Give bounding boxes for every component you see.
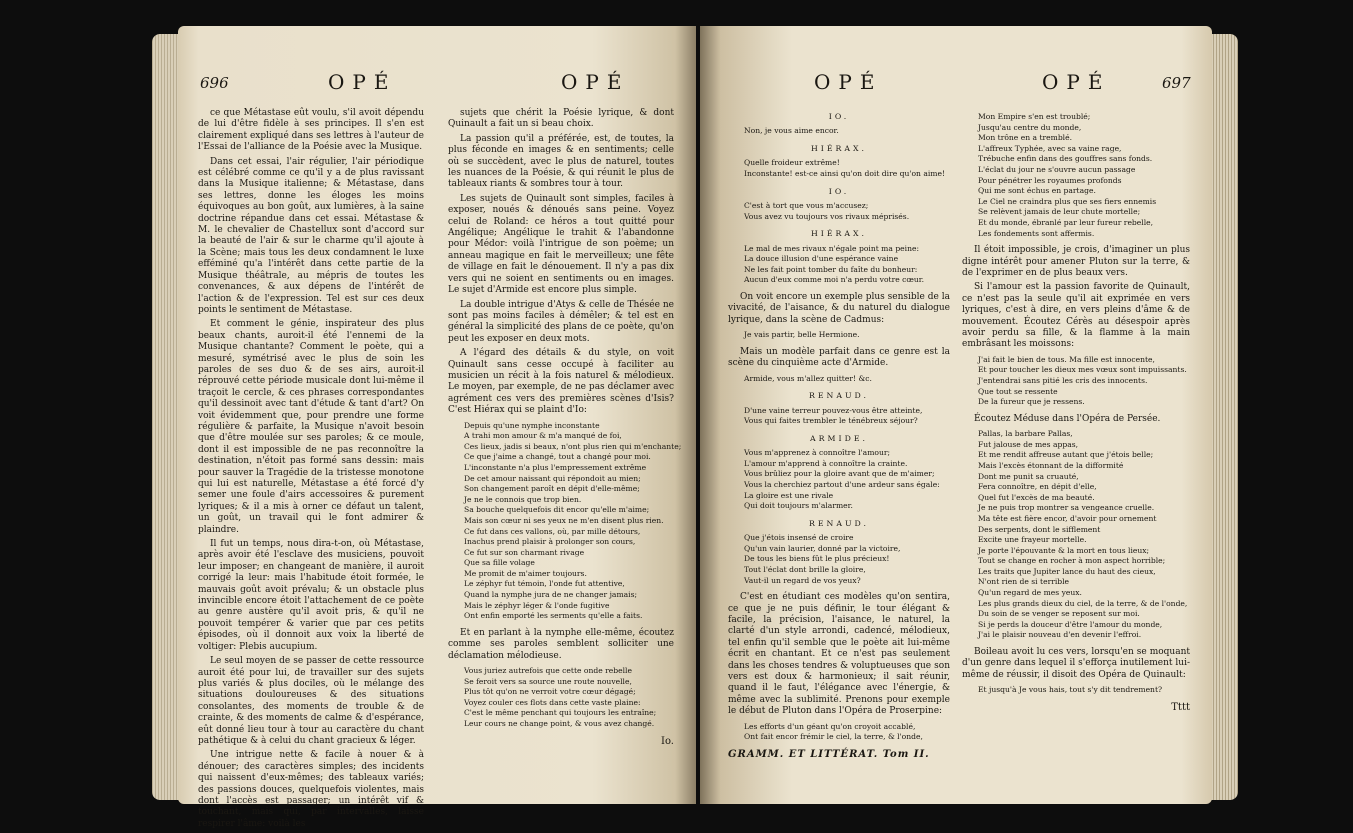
- catchword: Tttt: [1171, 701, 1190, 713]
- verse-line: Se relèvent jamais de leur chute mortelle;: [978, 207, 1141, 217]
- speaker-name: HIÉRAX.: [810, 144, 868, 153]
- verse-line: Excite une frayeur mortelle.: [978, 535, 1087, 545]
- verse-line: Mais son cœur ni ses yeux ne m'en disent plus rien.: [464, 515, 664, 525]
- verse-block: [728, 448, 950, 512]
- verse-line: Tout l'éclat dont brille la gloire,: [744, 564, 866, 574]
- verse-line: Inconstante! est-ce ainsi qu'on doit dire qu'on aime!: [744, 169, 946, 178]
- speaker-name: IO.: [828, 186, 850, 196]
- verse-line: Ce fut sur son charmant rivage: [464, 547, 585, 557]
- right-page-header: [700, 70, 1212, 98]
- catchword: Io.: [661, 735, 674, 747]
- verse-line: Vous juriez autrefois que cette onde rebelle: [464, 666, 632, 676]
- verse-block: [728, 158, 950, 179]
- verse-line: Depuis qu'une nymphe inconstante: [464, 420, 600, 430]
- left-page: [178, 26, 696, 829]
- paragraph: Il étoit impossible, je crois, d'imaginer un plus digne intérêt pour amener Pluton sur la terre, & de l'exprimer en de plus beaux vers.: [962, 245, 1190, 278]
- verse-line: Vaut-il un regard de vos yeux?: [744, 575, 861, 585]
- verse-line: Je ne puis trop montrer sa vengeance cruelle.: [978, 503, 1155, 513]
- paragraph: On voit encore un exemple plus sensible de la vivacité, de l'aisance, & du naturel du dialogue lyrique, dans la scène de Cadmus:: [728, 291, 950, 325]
- verse-line: Et jusqu'à Je vous hais, tout s'y dit tendrement?: [978, 685, 1163, 695]
- verse-line: L'affreux Typhée, avec sa vaine rage,: [978, 143, 1122, 153]
- paragraph: Et en parlant à la nymphe elle-même, écoutez comme ses paroles semblent solliciter une déclamation mélodieuse.: [448, 627, 674, 661]
- verse-block: [728, 244, 950, 286]
- verse-line: La gloire est une rivale: [744, 490, 834, 500]
- right-page-column-1: [728, 108, 950, 760]
- verse-line: Aucun d'eux comme moi n'a perdu votre cœur.: [744, 275, 924, 285]
- verse-line: Qui doit toujours m'alarmer.: [744, 501, 853, 511]
- verse-line: Sa bouche quelquefois dit encor qu'elle m'aime;: [464, 505, 650, 515]
- verse-line: Si je perds la douceur d'être l'amour du monde,: [978, 619, 1163, 629]
- verse-block: [728, 126, 950, 137]
- paragraph: La double intrigue d'Atys & celle de Thésée ne sont pas moins faciles à démêler; & tel est en général la simplicité des plans de ce poète, qu'on peut les exposer en deux mots.: [448, 299, 674, 344]
- verse-line: Tout se change en rocher à mon aspect horrible;: [978, 556, 1166, 566]
- verse-line: Quand la nymphe jura de ne changer jamais;: [464, 590, 638, 600]
- verse-line: Ne les fait point tomber du faîte du bonheur:: [744, 264, 918, 274]
- verse-line: Les fondements sont affermis.: [978, 228, 1095, 238]
- verse-line: Le mal de mes rivaux n'égale point ma peine:: [744, 243, 920, 253]
- right-running-head-2: OPÉ: [1042, 70, 1111, 94]
- verse-line: Vous m'apprenez à connoître l'amour;: [744, 448, 891, 458]
- verse-line: Ont enfin emporté les serments qu'elle a faits.: [464, 611, 643, 621]
- verse-line: Et pour toucher les dieux mes vœux sont impuissants.: [978, 365, 1187, 375]
- right-running-head-1: OPÉ: [814, 70, 883, 94]
- verse-line: Fut jalouse de mes appas,: [978, 439, 1079, 449]
- verse-line: C'est le même penchant qui toujours les entraîne;: [464, 708, 657, 718]
- paragraph: C'est en étudiant ces modèles qu'on sentira, ce que je ne puis définir, le tour élégant & facile, la précision, l'aisance, le naturel, la clarté d'un style arrondi, cadencé, mélodieux, tel enfin qu'il semble que le poète ait lui-même écrit en chantant. Et ce n'est pas seulement dans les choses tendres & voluptueuses que son vers est doux & harmonieux; il sait réunir, quand il le faut, l'élégance avec l'énergie, & même avec la sublimité. Prenons pour exemple le début de Pluton dans l'Opéra de Proserpine:: [728, 592, 950, 717]
- verse-line: Vous brûliez pour la gloire avant que de m'aimer;: [744, 469, 935, 479]
- verse-line: Que tout se ressente: [978, 386, 1058, 396]
- verse-line: Me promit de m'aimer toujours.: [464, 568, 587, 578]
- verse-block: [962, 355, 1190, 408]
- verse-line: Ma tête est fière encor, d'avoir pour ornement: [978, 513, 1157, 523]
- paragraph: Écoutez Méduse dans l'Opéra de Persée.: [974, 413, 1161, 424]
- verse-line: J'entendrai sans pitié les cris des innocents.: [978, 375, 1148, 385]
- speaker-name: RENAUD.: [808, 518, 870, 528]
- verse-line: De tous les biens fût le plus précieux!: [744, 554, 890, 564]
- verse-line: Qu'un vain laurier, donné par la victoire,: [744, 543, 901, 553]
- verse-line: Des serpents, dont le sifflement: [978, 524, 1101, 534]
- verse-line: Dont me punit sa cruauté,: [978, 471, 1079, 481]
- signature-line: GRAMM. ET LITTÉRAT. Tom II.: [728, 748, 930, 760]
- paragraph: Le seul moyen de se passer de cette ressource auroit été pour lui, de travailler sur des sujets plus variés & plus dociles, où le mélange des situations douloureuses & des situations consolantes, des moments de trouble & de crainte, & des moments de calme & d'espérance, eût donné lieu tour à tour au caractère du chant pathétique & à celui du chant gracieux & léger.: [198, 656, 424, 746]
- paragraph: A l'égard des détails & du style, on voit Quinault sans cesse occupé à faciliter au musicien un récit à la fois naturel & mélodieux. Le moyen, par exemple, de ne pas déclamer avec agrément ces vers des premières scènes d'Isis? C'est Hiérax qui se plaint d'Io:: [448, 348, 674, 416]
- verse-line: L'inconstante n'a plus l'empressement extrême: [464, 462, 647, 472]
- verse-line: J'ai le plaisir nouveau d'en devenir l'effroi.: [978, 630, 1142, 640]
- verse-line: Armide, vous m'allez quitter! &c.: [744, 373, 872, 383]
- paragraph: La passion qu'il a préférée, est, de toutes, la plus féconde en images & en sentiments; celle où se succèdent, avec le plus de naturel, toutes les nuances de la Poésie, & qui réunit le plus de tableaux riants & sombres tour à tour.: [448, 133, 674, 190]
- speaker-name: ARMIDE.: [810, 433, 868, 443]
- verse-line: Jusqu'au centre du monde,: [978, 122, 1082, 132]
- paragraph: Les sujets de Quinault sont simples, faciles à exposer, noués & dénoués sans peine. Voyez celui de Roland: ce héros a tout quitté pour Angélique; Angélique le trahit & l'abandonne pour Médor: voilà l'intrigue de son poème; un anneau magique en fait le merveilleux; une fête de village en fait le dénouement. Il n'y a pas dix vers qui ne soient en sentiments ou en images. Le sujet d'Armide est encore plus simple.: [448, 193, 674, 296]
- verse-line: Fera connoître, en dépit d'elle,: [978, 482, 1097, 492]
- paragraph: Boileau avoit lu ces vers, lorsqu'en se moquant d'un genre dans lequel il s'efforça inutilement lui-même de réussir, il disoit des Opéra de Quinault:: [962, 647, 1190, 680]
- left-page-column-2: [448, 108, 682, 747]
- verse-block: [728, 374, 950, 385]
- paragraph: Et comment le génie, inspirateur des plus beaux chants, auroit-il été l'ennemi de la Musique chantante? Comment le poète, qui a mesuré, symétrisé avec le plus de soin les paroles de ses duo & de ses airs, auroit-il réprouvé cette période musicale dont lui-même il traçoit le cercle, & ces phrases correspondantes qu'il dessinoit avec tant d'étude & tant d'art? On voit évidemment que, pour prendre une forme régulière & parfaite, la Musique n'avoit besoin que d'être moulée sur ses paroles; & ce moule, dont il est impossible de ne pas reconnoître la destination, n'étoit pas formé sans dessin: mais pour sauver la Tragédie de la tristesse monotone qui lui est naturelle, Métastase a été forcé d'y semer une foule d'airs accessoires & purement lyriques; & il a mis à orner ce défaut un talent, un goût, un travail qui le font admirer & plaindre.: [198, 319, 424, 535]
- verse-block: [962, 429, 1190, 641]
- verse-line: L'amour m'apprend à connoître la crainte.: [744, 458, 908, 468]
- verse-line: Je vais partir, belle Hermione.: [744, 330, 860, 340]
- verse-line: Plus tôt qu'on ne verroit votre cœur dégagé;: [464, 687, 636, 697]
- verse-line: Qu'un regard de mes yeux.: [978, 588, 1082, 598]
- left-running-head-2: OPÉ: [561, 70, 630, 94]
- paragraph: Dans cet essai, l'air régulier, l'air périodique est célébré comme ce qu'il y a de plus ravissant dans la Musique italienne; & Métastase, dans ses lettres, donne les éloges les moins équivoques au bon goût, aux lumières, à la saine doctrine répandue dans cet essai. Métastase & M. le chevalier de Chastellux sont d'accord sur la beauté de l'air & sur le charme qu'il ajoute à la Scène; mais tous les deux condamnent le luxe efféminé qu'a l'intérêt dans cette partie de la Musique théâtrale, au mépris de toutes les convenances, & aux dépens de l'intérêt de l'action & de l'expression. Tel est sur ces deux points le sentiment de Métastase.: [198, 156, 424, 315]
- verse-line: Vous la cherchiez partout d'une ardeur sans égale:: [744, 479, 940, 489]
- io-verse: [448, 666, 674, 730]
- paragraph: ce que Métastase eût voulu, s'il avoit dépendu de lui d'être fidèle à ses principes. Il s'en est clairement expliqué dans ses lettres à l'auteur de l'Essai de l'alliance de la Poésie avec la Musique.: [198, 108, 424, 153]
- verse-line: Vous avez vu toujours vos rivaux méprisés.: [744, 211, 910, 221]
- verse-block: [728, 722, 950, 743]
- verse-line: De cet amour naissant qui répondoit au mien;: [464, 473, 641, 483]
- right-page-column-2: [962, 108, 1190, 713]
- verse-line: Non, je vous aime encor.: [744, 126, 839, 136]
- verse-line: Ce fut dans ces vallons, où, par mille détours,: [464, 526, 641, 536]
- verse-line: La douce illusion d'une espérance vaine: [744, 254, 899, 264]
- left-running-head-1: OPÉ: [328, 70, 397, 94]
- right-page-number: 697: [1162, 74, 1191, 92]
- hierax-verse: [448, 420, 682, 622]
- verse-line: Mais le zéphyr léger & l'onde fugitive: [464, 600, 610, 610]
- paragraph: Il fut un temps, nous dira-t-on, où Métastase, après avoir été l'esclave des musiciens, pouvoit leur imposer; en changeant de manière, il auroit corrigé la leur: mais l'habitude étoit formée, le mauvais goût avoit prévalu; & un obstacle plus invincible encore étoit l'attachement de ce poète au genre austère qu'il avoit pris, & qu'il ne pouvoit tempérer & varier que par ces petits épisodes, où il donnoit aux voix la liberté de voltiger: Plebis aucupium.: [198, 539, 424, 652]
- verse-line: Je ne le connois que trop bien.: [464, 494, 582, 504]
- verse-line: De la fureur que je ressens.: [978, 397, 1085, 407]
- paragraph: sujets que chérit la Poésie lyrique, & dont Quinault a fait un si beau choix.: [448, 108, 674, 130]
- verse-line: Le Ciel ne craindra plus que ses fiers ennemis: [978, 196, 1157, 206]
- verse-line: Trébuche enfin dans des gouffres sans fonds.: [978, 154, 1153, 164]
- verse-line: Pallas, la barbare Pallas,: [978, 429, 1073, 439]
- verse-line: Quelle froideur extrême!: [744, 158, 840, 168]
- verse-line: Les plus grands dieux du ciel, de la terre, & de l'onde,: [978, 598, 1188, 608]
- paragraph: Une intrigue nette & facile à nouer & à dénouer; des caractères simples; des incidents qui naissent d'eux-mêmes; des tableaux variés; des passions douces, quelquefois violentes, mais dont l'accès est passager; un intérêt vif & touchant, mais qui, par intervalles, laisse respirer l'âme: voilà les: [198, 750, 424, 829]
- verse-block: [728, 201, 950, 222]
- paragraph: Mais un modèle parfait dans ce genre est la scène du cinquième acte d'Armide.: [728, 346, 950, 369]
- verse-line: Quel fut l'excès de ma beauté.: [978, 492, 1095, 502]
- paragraph: Si l'amour est la passion favorite de Quinault, ce n'est pas la seule qu'il ait exprimée en vers lyriques, c'est à dire, en vers pleins d'âme & de mouvement. Écoutez Cérès au désespoir après avoir perdu sa fille, & la flamme à la main embrâsant les moissons:: [962, 282, 1190, 350]
- verse-block: [728, 533, 950, 586]
- verse-line: A trahi mon amour & m'a manqué de foi,: [464, 431, 622, 441]
- verse-line: Pour pénétrer les royaumes profonds: [978, 175, 1122, 185]
- verse-line: Qui me sont échus en partage.: [978, 186, 1096, 196]
- verse-line: Du soin de se venger se reposent sur moi.: [978, 609, 1140, 619]
- verse-line: Les efforts d'un géant qu'on croyoit accablé,: [744, 721, 916, 731]
- verse-line: Ont fait encor frémir le ciel, la terre, & l'onde,: [744, 732, 923, 742]
- verse-line: Ces lieux, jadis si beaux, n'ont plus rien qui m'enchante;: [464, 441, 682, 451]
- verse-line: Ce que j'aime a changé, tout a changé pour moi.: [464, 452, 651, 462]
- verse-line: Je porte l'épouvante & la mort en tous lieux;: [978, 545, 1150, 555]
- speaker-name: RENAUD.: [808, 391, 870, 401]
- verse-block: [728, 406, 950, 427]
- verse-line: N'ont rien de si terrible: [978, 577, 1070, 587]
- verse-line: Mon trône en a tremblé.: [978, 133, 1073, 143]
- left-page-column-1: [198, 108, 424, 833]
- verse-line: D'une vaine terreur pouvez-vous être atteinte,: [744, 405, 923, 415]
- speaker-name: IO.: [828, 112, 850, 121]
- verse-line: Les traits que Jupiter lance du haut des cieux,: [978, 566, 1156, 576]
- verse-line: L'éclat du jour ne s'ouvre aucun passage: [978, 164, 1136, 174]
- verse-line: Inachus prend plaisir à prolonger son cours,: [464, 537, 636, 547]
- verse-line: J'ai fait le bien de tous. Ma fille est innocente,: [978, 354, 1155, 364]
- verse-line: Et du monde, ébranlé par leur fureur rebelle,: [978, 217, 1154, 227]
- right-page: [700, 26, 1212, 804]
- verse-line: Leur cours ne change point, & vous avez changé.: [464, 719, 655, 729]
- verse-line: Voyez couler ces flots dans cette vaste plaine:: [464, 697, 641, 707]
- right-page-edges: [1208, 34, 1238, 800]
- left-page-header: [178, 70, 696, 98]
- verse-line: Son changement paroît en dépit d'elle-même;: [464, 484, 640, 494]
- verse-line: Mais l'excès étonnant de la difformité: [978, 460, 1124, 470]
- verse-block: [962, 685, 1190, 696]
- verse-line: Le zéphyr fut témoin, l'onde fut attentive,: [464, 579, 625, 589]
- verse-line: Se feroit vers sa source une route nouvelle,: [464, 676, 632, 686]
- verse-line: C'est à tort que vous m'accusez;: [744, 201, 869, 210]
- left-page-number: 696: [200, 74, 229, 92]
- verse-block: [962, 112, 1190, 239]
- verse-line: Vous qui faites trembler le ténébreux séjour?: [744, 416, 918, 426]
- speaker-name: HIÉRAX.: [810, 229, 868, 239]
- verse-line: Mon Empire s'en est troublé;: [978, 112, 1091, 121]
- verse-line: Que sa fille volage: [464, 558, 535, 568]
- verse-line: Et me rendit affreuse autant que j'étois belle;: [978, 450, 1154, 460]
- verse-block: [728, 330, 950, 341]
- verse-line: Que j'étois insensé de croire: [744, 533, 854, 543]
